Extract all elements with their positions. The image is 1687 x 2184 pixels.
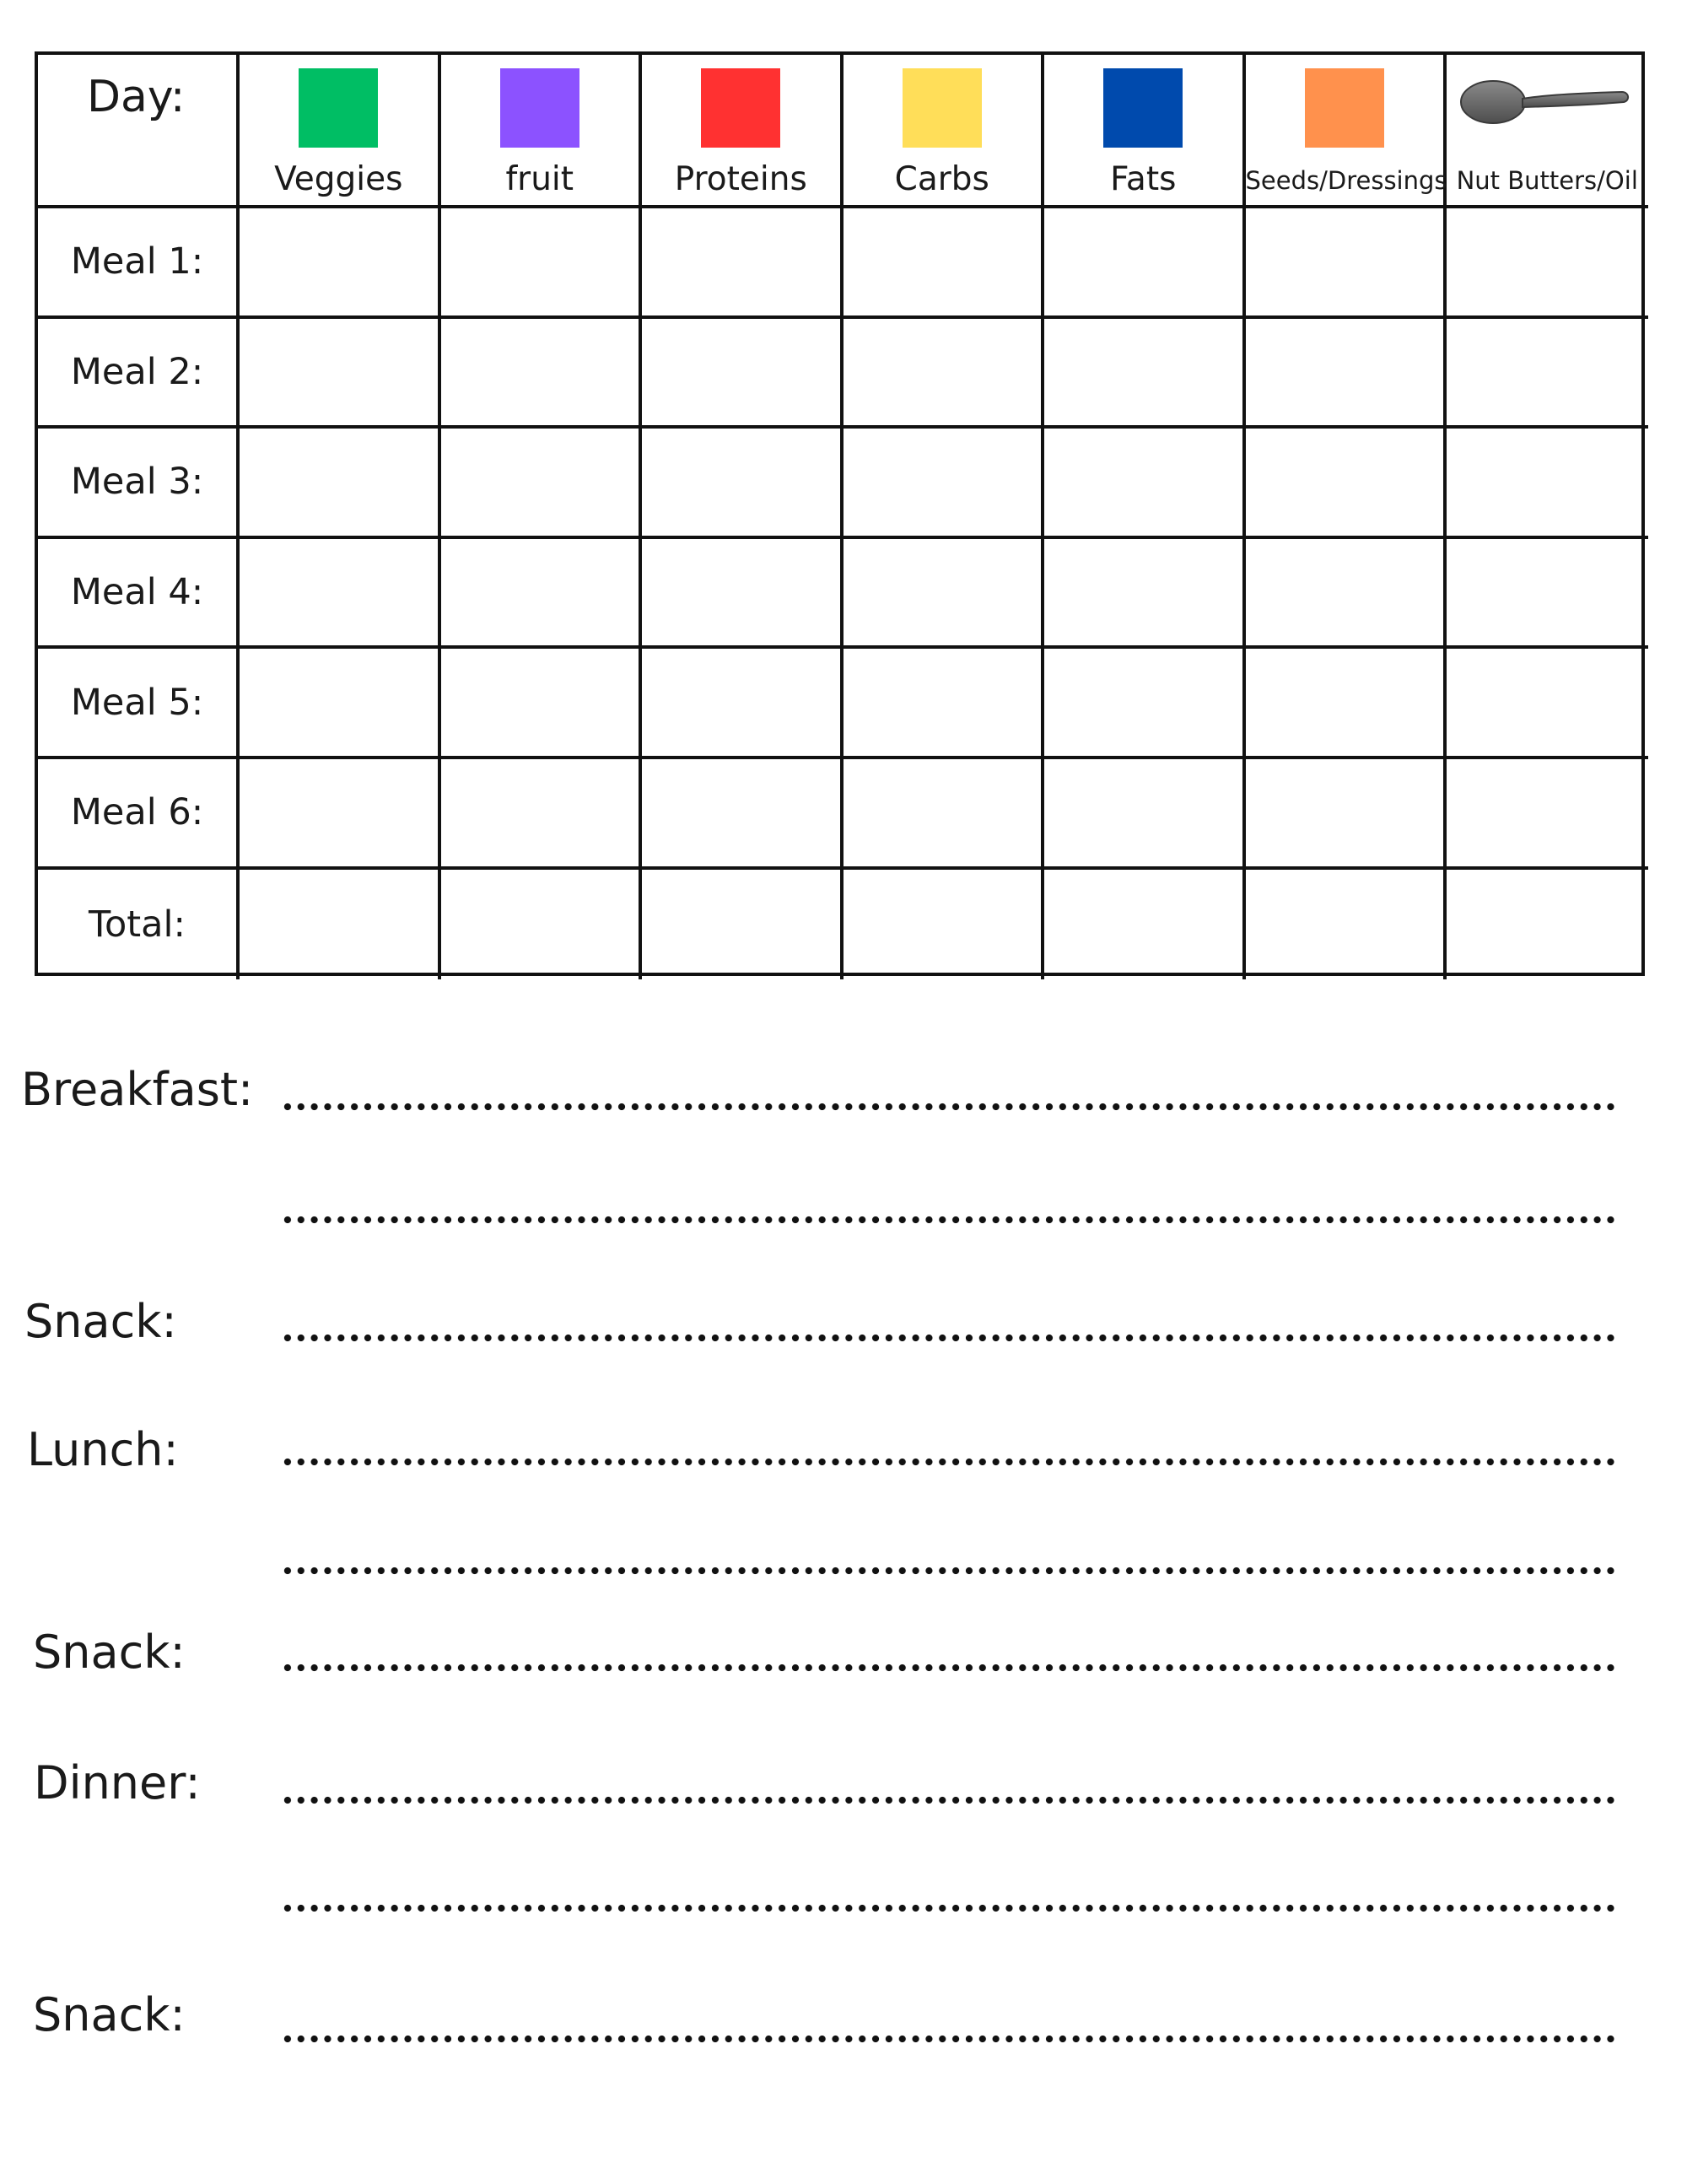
entry-cell[interactable] <box>1246 539 1447 650</box>
entry-cell[interactable] <box>1044 208 1246 319</box>
entry-cell[interactable] <box>642 208 844 319</box>
category-label: Veggies <box>274 160 403 198</box>
total-cell[interactable] <box>844 870 1045 980</box>
entry-cell[interactable] <box>1246 319 1447 429</box>
entry-cell[interactable] <box>844 319 1045 429</box>
seeds-dressings-color-swatch <box>1305 68 1384 148</box>
entry-cell[interactable] <box>240 429 441 539</box>
row-label: Meal 6: <box>70 791 204 834</box>
entry-cell[interactable] <box>441 759 643 870</box>
total-cell[interactable] <box>1447 870 1648 980</box>
entry-cell[interactable] <box>1044 649 1246 759</box>
day-label: Day: <box>87 72 186 122</box>
entry-cell[interactable] <box>240 649 441 759</box>
entry-cell[interactable] <box>642 649 844 759</box>
lunch-label: Lunch: <box>27 1423 179 1476</box>
entry-cell[interactable] <box>1044 429 1246 539</box>
header-nut-butters-oil <box>1447 55 1648 208</box>
breakfast-label: Breakfast: <box>21 1063 254 1116</box>
lunch-line-1[interactable] <box>281 1458 1618 1466</box>
snack-line-1[interactable] <box>281 1334 1618 1342</box>
entry-cell[interactable] <box>1447 208 1648 319</box>
entry-cell[interactable] <box>441 319 643 429</box>
entry-cell[interactable] <box>1044 759 1246 870</box>
header-carbs <box>844 55 1045 208</box>
breakfast-line-1[interactable] <box>281 1103 1618 1111</box>
row-label: Meal 3: <box>70 461 204 504</box>
row-label-meal-1 <box>38 208 240 319</box>
entry-cell[interactable] <box>1246 649 1447 759</box>
breakfast-line-2[interactable] <box>281 1216 1618 1224</box>
header-seeds-dressings <box>1246 55 1447 208</box>
entry-cell[interactable] <box>240 539 441 650</box>
spoon-icon <box>1455 67 1632 134</box>
entry-cell[interactable] <box>642 319 844 429</box>
category-label: fruit <box>505 160 574 198</box>
total-cell[interactable] <box>642 870 844 980</box>
fats-color-swatch <box>1103 68 1183 148</box>
entry-cell[interactable] <box>240 319 441 429</box>
entry-cell[interactable] <box>1447 319 1648 429</box>
entry-cell[interactable] <box>441 208 643 319</box>
row-label-meal-6 <box>38 759 240 870</box>
entry-cell[interactable] <box>441 539 643 650</box>
entry-cell[interactable] <box>1246 429 1447 539</box>
snack-line-3[interactable] <box>281 2035 1618 2043</box>
category-label: Nut Butters/Oil <box>1456 166 1638 195</box>
entry-cell[interactable] <box>1447 759 1648 870</box>
food-group-tracker <box>35 51 1645 976</box>
row-label: Meal 4: <box>70 571 204 614</box>
entry-cell[interactable] <box>1447 539 1648 650</box>
entry-cell[interactable] <box>1447 429 1648 539</box>
entry-cell[interactable] <box>441 649 643 759</box>
entry-cell[interactable] <box>240 759 441 870</box>
category-label: Seeds/Dressings <box>1245 166 1447 195</box>
snack-label-3: Snack: <box>33 1988 186 2041</box>
row-label: Meal 1: <box>70 240 204 283</box>
entry-cell[interactable] <box>441 429 643 539</box>
entry-cell[interactable] <box>642 759 844 870</box>
veggies-color-swatch <box>299 68 378 148</box>
lunch-line-2[interactable] <box>281 1567 1618 1575</box>
entry-cell[interactable] <box>844 759 1045 870</box>
entry-cell[interactable] <box>844 208 1045 319</box>
entry-cell[interactable] <box>1246 208 1447 319</box>
header-veggies <box>240 55 441 208</box>
entry-cell[interactable] <box>240 208 441 319</box>
row-label-meal-3 <box>38 429 240 539</box>
dinner-line-1[interactable] <box>281 1796 1618 1804</box>
entry-cell[interactable] <box>1044 539 1246 650</box>
entry-cell[interactable] <box>844 539 1045 650</box>
category-label: Carbs <box>894 160 989 198</box>
total-cell[interactable] <box>1246 870 1447 980</box>
header-fats <box>1044 55 1246 208</box>
row-label-meal-2 <box>38 319 240 429</box>
category-label: Proteins <box>674 160 807 198</box>
row-label: Total: <box>89 903 186 946</box>
row-label-meal-5 <box>38 649 240 759</box>
row-label-meal-4 <box>38 539 240 650</box>
entry-cell[interactable] <box>642 539 844 650</box>
total-cell[interactable] <box>240 870 441 980</box>
row-label: Meal 5: <box>70 681 204 724</box>
day-header-cell[interactable] <box>38 55 240 208</box>
total-cell[interactable] <box>1044 870 1246 980</box>
entry-cell[interactable] <box>1044 319 1246 429</box>
row-label: Meal 2: <box>70 350 204 393</box>
proteins-color-swatch <box>701 68 780 148</box>
fruit-color-swatch <box>500 68 579 148</box>
snack-label-2: Snack: <box>33 1626 186 1679</box>
entry-cell[interactable] <box>1246 759 1447 870</box>
entry-cell[interactable] <box>1447 649 1648 759</box>
header-fruit <box>441 55 643 208</box>
carbs-color-swatch <box>903 68 982 148</box>
snack-label-1: Snack: <box>24 1295 177 1348</box>
category-label: Fats <box>1110 160 1177 198</box>
entry-cell[interactable] <box>844 649 1045 759</box>
dinner-label: Dinner: <box>34 1756 201 1809</box>
dinner-line-2[interactable] <box>281 1904 1618 1912</box>
total-cell[interactable] <box>441 870 643 980</box>
header-proteins <box>642 55 844 208</box>
row-label-total <box>38 870 240 980</box>
snack-line-2[interactable] <box>281 1664 1618 1672</box>
entry-cell[interactable] <box>642 429 844 539</box>
entry-cell[interactable] <box>844 429 1045 539</box>
